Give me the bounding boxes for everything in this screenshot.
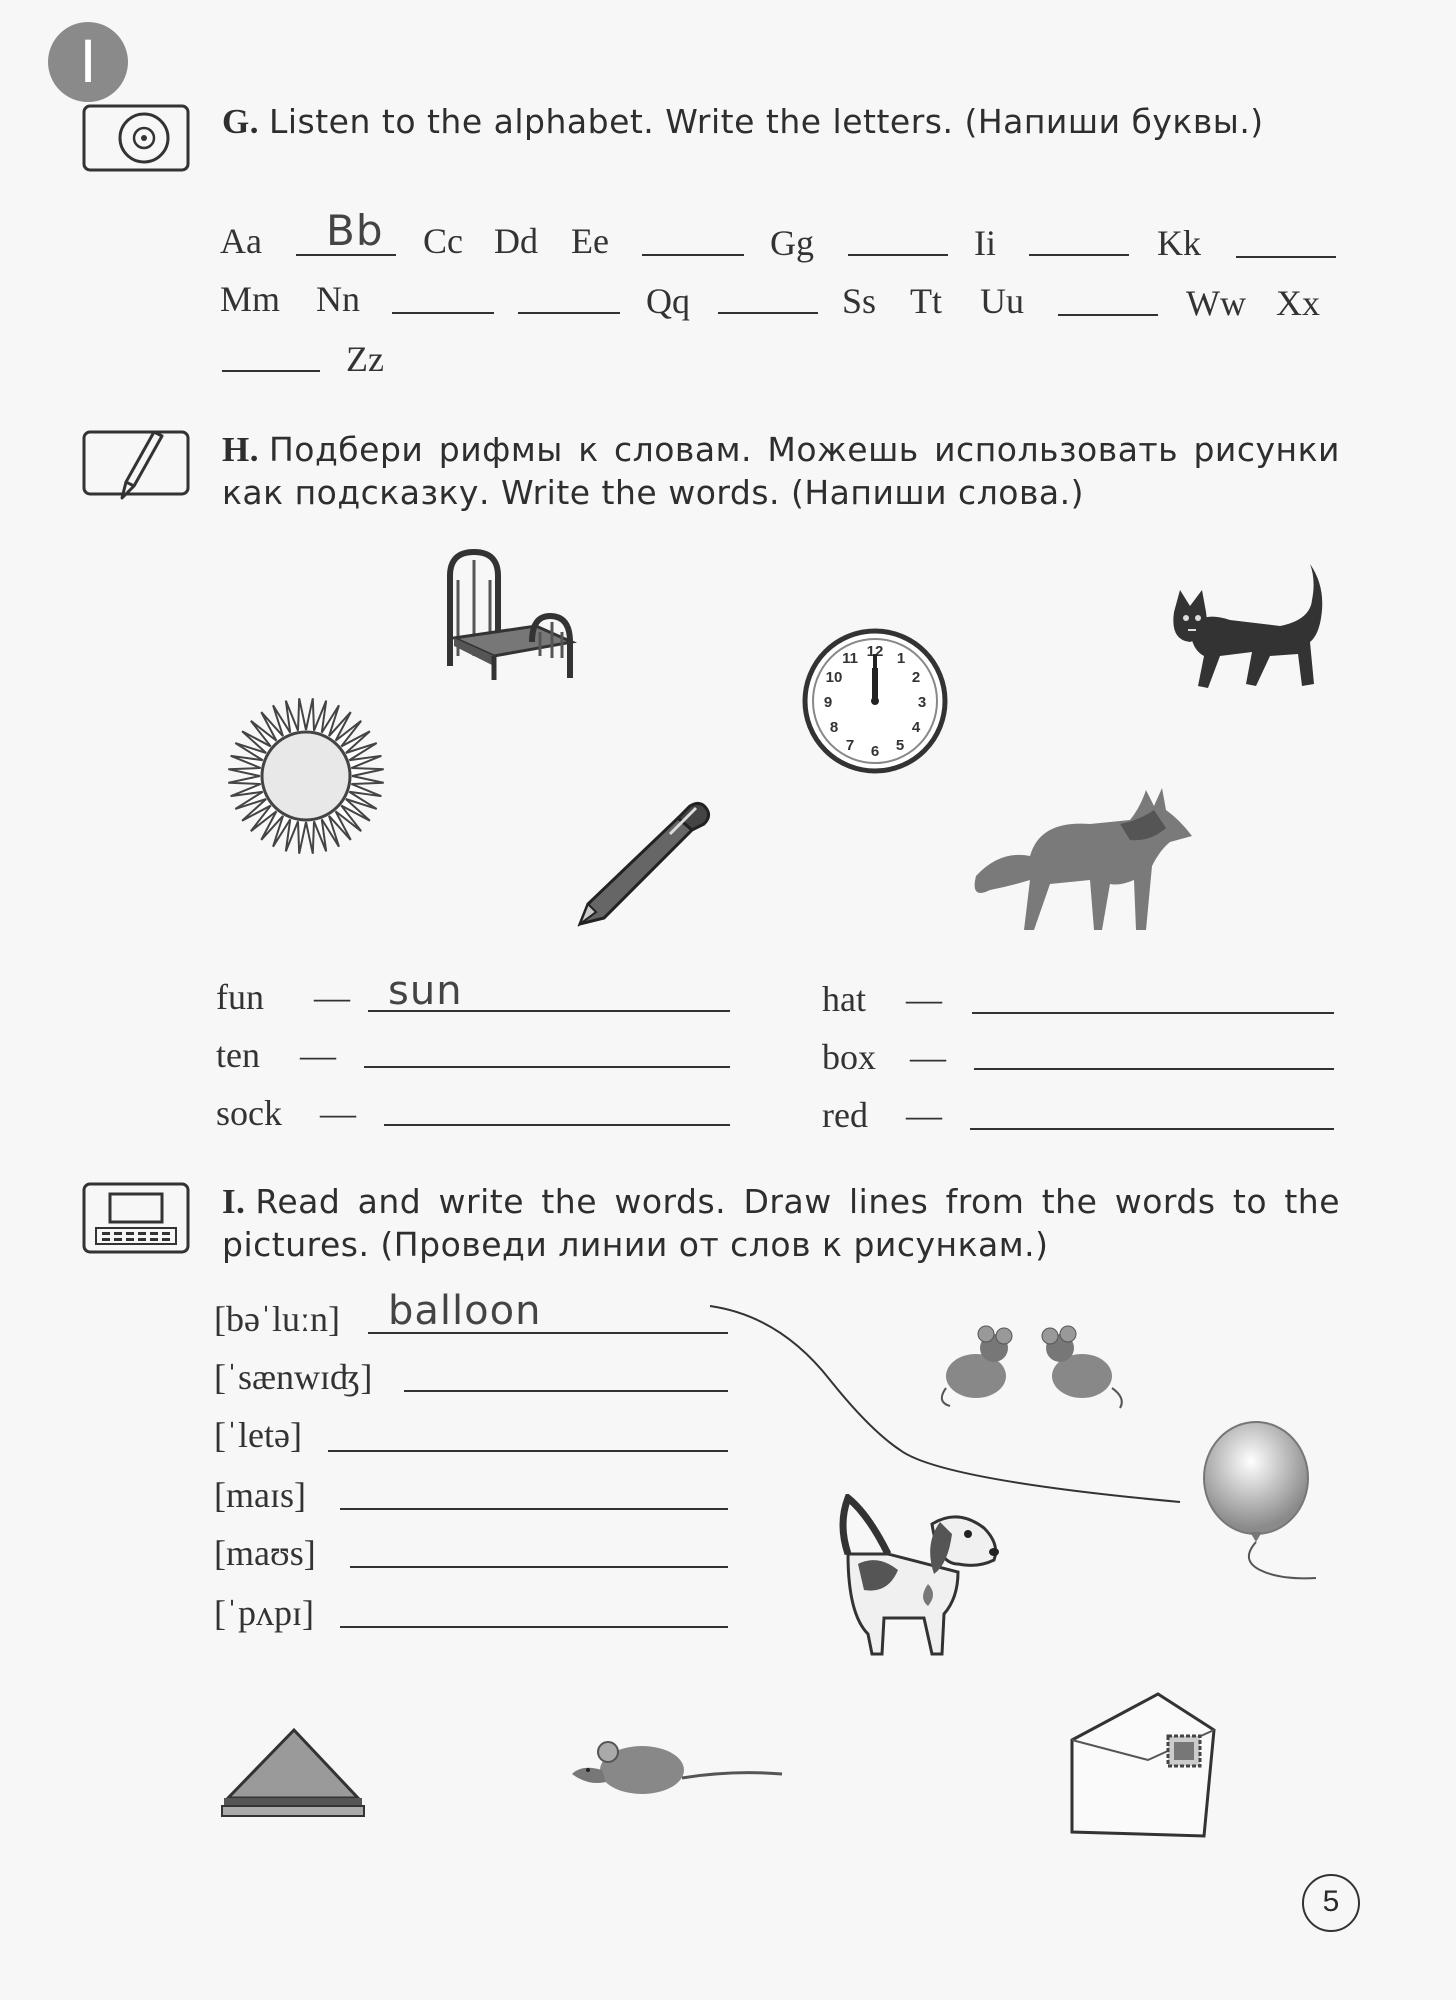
task-i-text: Read and write the words. Draw lines from the words to the pictures. (Проведи линии от слов к рисункам.) [222,1182,1340,1264]
pen-picture [574,800,714,930]
rhyme-dash-6: — [906,1095,942,1135]
task-h-instruction [222,428,1340,514]
cat-picture [1160,560,1340,700]
answer-blank-3[interactable] [328,1450,728,1452]
transcription-5: [maʊs] [214,1533,316,1573]
letter-xx: Xx [1276,283,1320,323]
fox-picture [970,780,1200,940]
letter-cc: Cc [423,221,463,261]
letter-ww: Ww [1186,283,1246,323]
rhyme-dash-2: — [300,1035,336,1075]
sun-picture [226,696,386,856]
clock-num-11: 11 [842,650,858,667]
sun-ray [228,768,260,776]
clock-num-7: 7 [845,737,855,754]
letter-ii: Ii [974,223,996,263]
task-g-instruction [222,100,1340,143]
rhyme-word-fun: fun [216,977,264,1017]
blank-jj[interactable] [1029,254,1129,256]
clock-picture [800,626,950,776]
answer-blank-6[interactable] [340,1626,728,1628]
blank-ff[interactable] [642,254,744,256]
clock-num-1: 1 [896,650,906,667]
blank-yy[interactable] [222,370,320,372]
clock-num-4: 4 [911,719,921,736]
letter-nn: Nn [316,279,360,319]
rhyme-dash-1: — [314,977,350,1017]
computer-icon [82,1180,190,1248]
clock-num-3: 3 [917,694,927,711]
sun-ray [351,776,383,784]
blank-oo[interactable] [392,312,494,314]
sun-ray [306,698,314,730]
letter-aa: Aa [220,221,262,261]
rhyme-word-hat: hat [822,979,866,1019]
rhyme-blank-sock[interactable] [384,1124,730,1126]
task-h-letter: H. [222,430,259,469]
rhyme-word-box: box [822,1037,876,1077]
sun-ray [298,821,306,853]
answer-blank-2[interactable] [404,1390,728,1392]
letter-ss: Ss [842,281,877,321]
rhyme-word-red: red [822,1095,868,1135]
letter-qq: Qq [646,281,690,321]
mouse-picture [562,1730,792,1800]
blank-ll[interactable] [1236,256,1336,258]
letter-picture [1068,1690,1218,1840]
answer-blank-4[interactable] [340,1508,728,1510]
pencil-page-icon [82,428,190,496]
clock-num-6: 6 [870,743,880,760]
rhyme-blank-red[interactable] [970,1128,1334,1130]
blank-pp[interactable] [518,312,620,314]
sun-ray [298,698,306,730]
rhyme-blank-box[interactable] [974,1068,1334,1070]
transcription-1: [bəˈluːn] [214,1299,340,1339]
clock-num-10: 10 [825,669,843,686]
sun-ray [228,776,260,784]
rhyme-dash-3: — [320,1093,356,1133]
letter-uu: Uu [980,281,1024,321]
rhyme-blank-ten[interactable] [364,1066,730,1068]
clock-num-2: 2 [911,669,921,686]
rhyme-blank-hat[interactable] [972,1012,1334,1014]
transcription-2: [ˈsænwɪʤ] [214,1357,373,1397]
blank-vv[interactable] [1058,314,1158,316]
clock-num-8: 8 [829,719,839,736]
task-g-letter: G. [222,102,259,141]
task-i-instruction [222,1180,1340,1266]
clock-num-12: 12 [866,643,884,660]
rhyme-dash-4: — [906,979,942,1019]
letter-zz: Zz [346,339,384,379]
rhyme-answer-fun: sun [388,968,463,1014]
transcription-6: [ˈpʌpɪ] [214,1593,314,1633]
unit-badge: I [48,22,128,102]
balloon-picture [1200,1420,1320,1592]
bed-picture [440,546,580,682]
letter-tt: Tt [910,281,942,321]
page-number: 5 [1302,1874,1360,1932]
rhyme-word-sock: sock [216,1093,282,1133]
answer-blank-5[interactable] [350,1566,728,1568]
transcription-4: [maɪs] [214,1475,306,1515]
task-i-letter: I. [222,1182,246,1221]
blank-hh[interactable] [848,254,948,256]
letter-dd: Dd [494,221,538,261]
answer-bb: Bb [326,206,384,255]
rhyme-dash-5: — [910,1037,946,1077]
sandwich-picture [218,1720,368,1820]
blank-rr[interactable] [718,312,818,314]
cd-icon [82,104,190,172]
clock-num-9: 9 [823,694,833,711]
transcription-3: [ˈletə] [214,1415,302,1455]
task-h-text: Подбери рифмы к словам. Можешь использовать рисунки как подсказку. Write the words. (Напиши слова.) [222,430,1340,512]
rhyme-word-ten: ten [216,1035,260,1075]
task-g-text: Listen to the alphabet. Write the letters. (Напиши буквы.) [268,102,1264,141]
sun-ray [306,821,314,853]
sun-ray [351,768,383,776]
mice-picture [936,1318,1136,1410]
answer-1: balloon [388,1288,542,1334]
puppy-picture [828,1494,1004,1664]
letter-kk: Kk [1157,223,1201,263]
letter-mm: Mm [220,279,281,319]
clock-num-5: 5 [895,737,905,754]
letter-ee: Ee [571,221,609,261]
letter-gg: Gg [770,223,814,263]
